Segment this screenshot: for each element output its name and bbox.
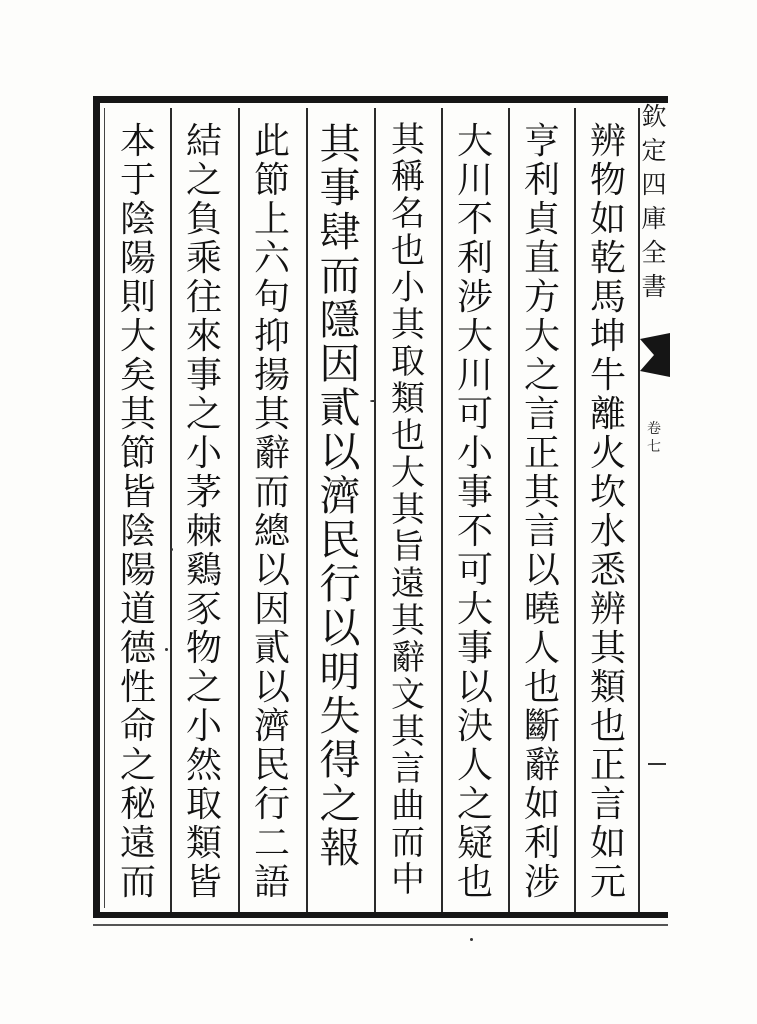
column-character: 涉: [456, 277, 493, 318]
text-column-5: [312, 122, 368, 902]
ink-speck: [470, 938, 473, 941]
column-character: 正: [589, 745, 626, 786]
column-character: 元: [589, 862, 626, 903]
column-character: 如: [523, 784, 560, 825]
column-character: 人: [523, 628, 560, 669]
column-character: 其: [391, 305, 425, 345]
column-character: 上: [253, 199, 290, 240]
column-character: 不: [456, 511, 493, 552]
column-character: 往: [185, 277, 222, 318]
ink-speck: [370, 400, 376, 402]
column-character: 川: [456, 355, 493, 396]
column-character: 其: [119, 394, 156, 435]
column-character: 皆: [119, 472, 156, 513]
column-character: 大: [456, 121, 493, 162]
column-character: 負: [185, 199, 222, 240]
column-character: 德: [119, 628, 156, 669]
column-character: 皆: [185, 862, 222, 903]
column-character: 小: [185, 706, 222, 747]
margin-character: 書: [641, 272, 667, 301]
column-character: 結: [185, 121, 222, 162]
column-character: 疑: [456, 823, 493, 864]
column-character: 因: [253, 589, 290, 630]
margin-character: 欽: [641, 102, 667, 131]
frame-top-border: [93, 96, 668, 103]
column-character: 利: [523, 160, 560, 201]
column-character: 因: [319, 340, 361, 388]
column-character: 涉: [523, 862, 560, 903]
column-character: 則: [119, 277, 156, 318]
column-character: 辭: [523, 745, 560, 786]
column-character: 事: [456, 628, 493, 669]
column-character: 物: [185, 628, 222, 669]
column-character: 曉: [523, 589, 560, 630]
column-character: 取: [185, 784, 222, 825]
column-character: 明: [319, 648, 361, 696]
column-character: 稱: [391, 157, 425, 197]
frame-bottom-thin-border: [93, 924, 668, 926]
column-character: 決: [456, 706, 493, 747]
column-character: 報: [319, 824, 361, 872]
column-character: 節: [253, 160, 290, 201]
column-character: 民: [253, 745, 290, 786]
column-character: 也: [456, 862, 493, 903]
column-character: 濟: [253, 706, 290, 747]
column-character: 事: [319, 164, 361, 212]
column-character: 二: [253, 823, 290, 864]
column-character: 以: [253, 667, 290, 708]
column-character: 小: [391, 268, 425, 308]
column-character: 大: [391, 453, 425, 493]
column-character: 利: [456, 238, 493, 279]
column-character: 遠: [119, 823, 156, 864]
margin-character: 庫: [641, 204, 667, 233]
column-character: 棘: [185, 511, 222, 552]
column-character: 陰: [119, 199, 156, 240]
column-character: 類: [391, 379, 425, 419]
column-character: 貳: [319, 384, 361, 432]
column-character: 行: [253, 784, 290, 825]
text-column-2: [514, 122, 570, 902]
column-character: 而: [119, 862, 156, 903]
column-character: 語: [253, 862, 290, 903]
column-character: 不: [456, 199, 493, 240]
column-character: 而: [319, 252, 361, 300]
column-character: 斷: [523, 706, 560, 747]
column-character: 之: [119, 745, 156, 786]
ink-speck: [170, 548, 173, 551]
column-character: 以: [456, 667, 493, 708]
text-column-3: [447, 122, 503, 902]
column-character: 文: [391, 675, 425, 715]
text-column-6: [244, 122, 300, 902]
column-character: 陽: [119, 550, 156, 591]
column-character: 貳: [253, 628, 290, 669]
column-character: 乘: [185, 238, 222, 279]
column-character: 以: [523, 550, 560, 591]
column-character: 取: [391, 342, 425, 382]
column-character: 旨: [391, 527, 425, 567]
column-character: 此: [253, 121, 290, 162]
margin-character: 全: [641, 238, 667, 267]
column-character: 小: [456, 433, 493, 474]
column-character: 濟: [319, 472, 361, 520]
column-character: 失: [319, 692, 361, 740]
column-character: 以: [319, 604, 361, 652]
column-character: 言: [523, 394, 560, 435]
frame-bottom-border: [93, 912, 668, 918]
column-character: 悉: [589, 550, 626, 591]
column-character: 命: [119, 706, 156, 747]
column-character: 六: [253, 238, 290, 279]
column-character: 于: [119, 160, 156, 201]
column-character: 如: [589, 199, 626, 240]
column-character: 如: [589, 823, 626, 864]
column-character: 其: [391, 490, 425, 530]
column-character: 其: [523, 472, 560, 513]
column-character: 乾: [589, 238, 626, 279]
column-character: 然: [185, 745, 222, 786]
column-character: 節: [119, 433, 156, 474]
margin-juan-label: [643, 420, 665, 456]
text-column-7: [176, 122, 232, 902]
column-rule: [574, 108, 576, 912]
text-column-1: [580, 122, 636, 902]
column-character: 而: [391, 823, 425, 863]
column-character: 其: [391, 601, 425, 641]
column-rule: [170, 108, 172, 912]
margin-dash: [648, 763, 666, 765]
column-character: 茅: [185, 472, 222, 513]
column-character: 離: [589, 394, 626, 435]
column-character: 抑: [253, 316, 290, 357]
column-character: 事: [456, 472, 493, 513]
column-rule: [374, 108, 376, 912]
column-character: 言: [589, 784, 626, 825]
column-character: 方: [523, 277, 560, 318]
column-character: 之: [185, 160, 222, 201]
margin-book-title: [641, 100, 667, 304]
column-character: 隱: [319, 296, 361, 344]
column-character: 民: [319, 516, 361, 564]
column-character: 可: [456, 550, 493, 591]
column-character: 大: [523, 316, 560, 357]
column-character: 肆: [319, 208, 361, 256]
column-character: 而: [253, 472, 290, 513]
column-character: 其: [391, 120, 425, 160]
column-character: 之: [523, 355, 560, 396]
column-character: 言: [523, 511, 560, 552]
column-character: 道: [119, 589, 156, 630]
column-character: 其: [253, 394, 290, 435]
text-column-4: [380, 122, 436, 902]
column-character: 也: [523, 667, 560, 708]
column-character: 牛: [589, 355, 626, 396]
margin-character: 四: [641, 170, 667, 199]
column-character: 之: [456, 784, 493, 825]
column-character: 可: [456, 394, 493, 435]
column-character: 類: [589, 667, 626, 708]
column-character: 矣: [119, 355, 156, 396]
margin-character: 卷: [647, 421, 661, 437]
column-character: 言: [391, 749, 425, 789]
column-character: 大: [119, 316, 156, 357]
column-character: 曲: [391, 786, 425, 826]
margin-character: 七: [647, 439, 661, 455]
column-character: 性: [119, 667, 156, 708]
column-rule: [238, 108, 240, 912]
column-character: 得: [319, 736, 361, 784]
column-character: 人: [456, 745, 493, 786]
column-character: 秘: [119, 784, 156, 825]
column-character: 其: [391, 712, 425, 752]
column-character: 大: [456, 316, 493, 357]
column-character: 坤: [589, 316, 626, 357]
column-character: 總: [253, 511, 290, 552]
ink-speck: [165, 648, 168, 651]
column-character: 小: [185, 433, 222, 474]
column-character: 火: [589, 433, 626, 474]
column-character: 水: [589, 511, 626, 552]
column-rule: [306, 108, 308, 912]
column-character: 川: [456, 160, 493, 201]
column-character: 豕: [185, 589, 222, 630]
column-character: 辨: [589, 121, 626, 162]
column-character: 貞: [523, 199, 560, 240]
column-character: 物: [589, 160, 626, 201]
frame-left-border: [93, 96, 100, 918]
column-character: 本: [119, 121, 156, 162]
margin-character: 定: [641, 136, 667, 165]
column-character: 以: [253, 550, 290, 591]
column-character: 大: [456, 589, 493, 630]
column-character: 辭: [253, 433, 290, 474]
column-character: 以: [319, 428, 361, 476]
column-character: 正: [523, 433, 560, 474]
text-column-8: [110, 122, 166, 902]
column-character: 名: [391, 194, 425, 234]
column-character: 直: [523, 238, 560, 279]
column-character: 也: [589, 706, 626, 747]
column-character: 利: [523, 823, 560, 864]
column-character: 揚: [253, 355, 290, 396]
column-character: 辭: [391, 638, 425, 678]
column-character: 也: [391, 231, 425, 271]
column-character: 陰: [119, 511, 156, 552]
column-character: 之: [319, 780, 361, 828]
column-character: 坎: [589, 472, 626, 513]
column-character: 亨: [523, 121, 560, 162]
column-rule: [638, 108, 640, 912]
column-character: 句: [253, 277, 290, 318]
column-rule: [508, 108, 510, 912]
column-character: 行: [319, 560, 361, 608]
column-character: 鷄: [185, 550, 222, 591]
fishtail-mark-icon: [640, 333, 670, 377]
column-character: 也: [391, 416, 425, 456]
column-character: 辨: [589, 589, 626, 630]
column-character: 馬: [589, 277, 626, 318]
column-character: 類: [185, 823, 222, 864]
column-character: 遠: [391, 564, 425, 604]
column-character: 之: [185, 667, 222, 708]
column-character: 陽: [119, 238, 156, 279]
column-character: 事: [185, 355, 222, 396]
column-character: 中: [391, 860, 425, 900]
frame-inner-left-border: [104, 108, 105, 908]
column-character: 之: [185, 394, 222, 435]
column-rule: [441, 108, 443, 912]
column-character: 其: [319, 120, 361, 168]
column-character: 來: [185, 316, 222, 357]
column-character: 其: [589, 628, 626, 669]
